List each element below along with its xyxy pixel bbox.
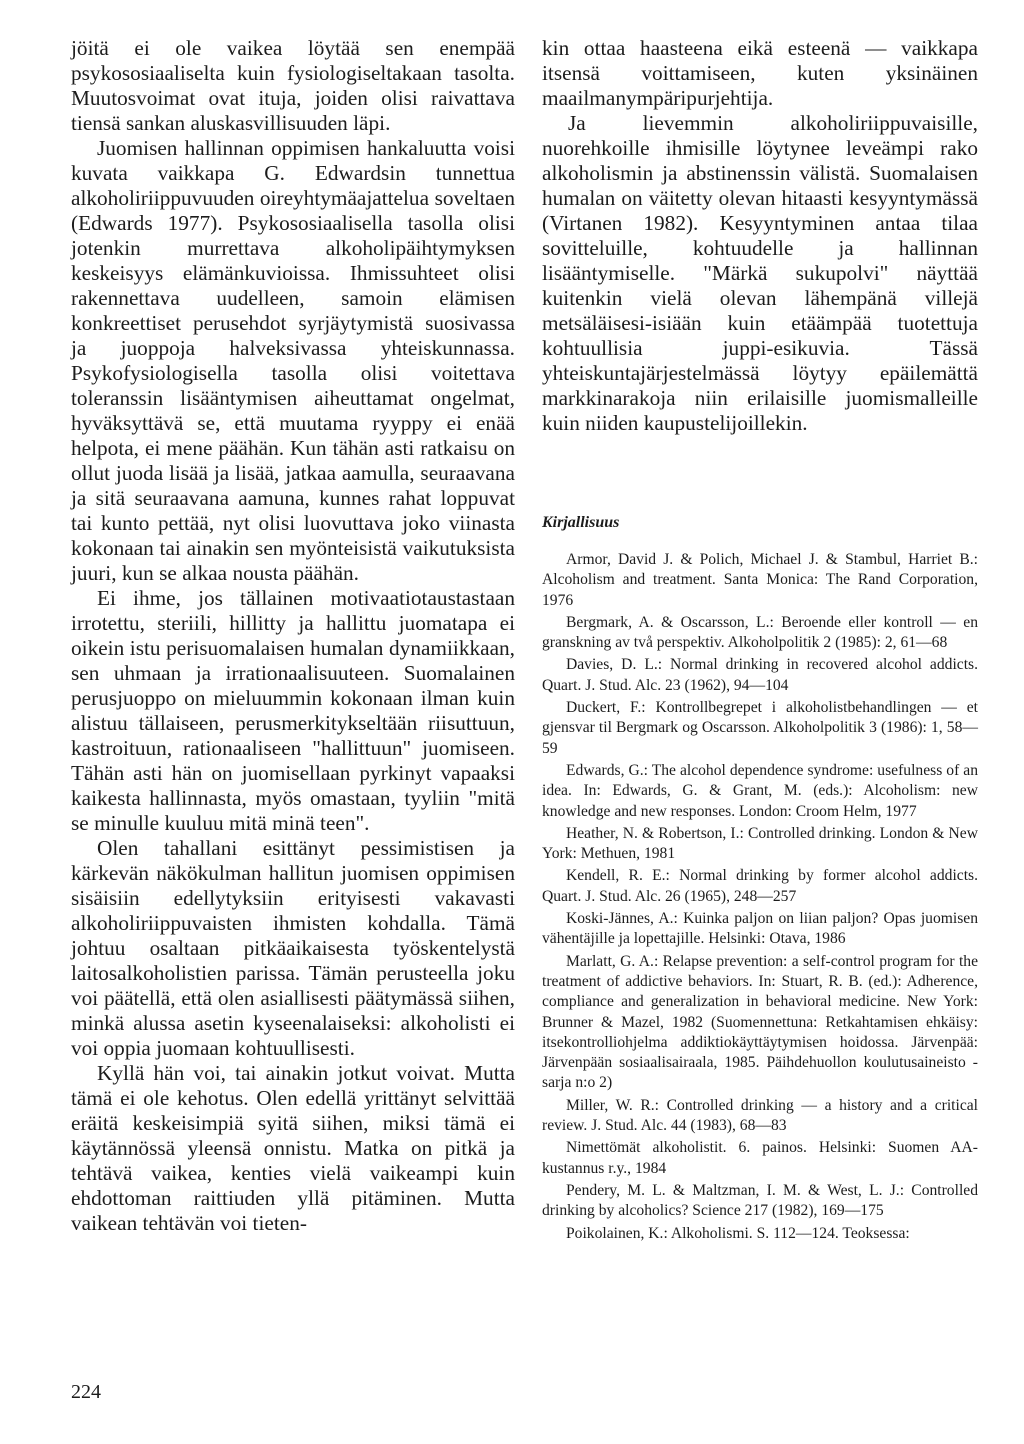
body-paragraph: Olen tahallani esittänyt pessimistisen ja kärkevän näkökulman hallitun juomisen oppimisen sisäisiin edellytyksiin erityisesti vakavasti alkoholiriippuvaisten ihmisten kohdalla. Tämä johtuu osaltaan pitkäaikaisesta työskentelystä laitosalkoholistien parissa. Tämän perusteella joku voi päätellä, että olen asiallisesti päätymässä siihen, minkä alussa asetin kyseenalaiseksi: alkoholisti ei voi oppia juomaan kohtuullisesti. xyxy=(71,836,515,1060)
reference-item: Nimettömät alkoholistit. 6. painos. Helsinki: Suomen AA-kustannus r.y., 1984 xyxy=(542,1139,978,1177)
body-paragraph: jöitä ei ole vaikea löytää sen enempää psykososiaaliselta kuin fysiologiseltakaan tasolta. Muutosvoimat ovat ituja, joiden olisi raivattava tiensä sankan aluskasvillisuuden läpi. xyxy=(71,36,515,135)
reference-item: Duckert, F.: Kontrollbegrepet i alkoholistbehandlingen — et gjensvar til Bergmark og Oscarsson. Alkoholpolitik 3 (1986): 1, 58—59 xyxy=(542,699,978,757)
reference-item: Davies, D. L.: Normal drinking in recovered alcohol addicts. Quart. J. Stud. Alc. 23 (1962), 94—104 xyxy=(542,656,978,694)
reference-item: Bergmark, A. & Oscarsson, L.: Beroende eller kontroll — en granskning av två perspektiv. Alkoholpolitik 2 (1985): 2, 61—68 xyxy=(542,613,978,652)
body-paragraph: Juomisen hallinnan oppimisen hankaluutta voisi kuvata vaikkapa G. Edwardsin tunnettua alkoholiriippuvuuden oireyhtymäajattelua soveltaen (Edwards 1977). Psykososiaalisella tasolla olisi jotenkin murrettava alkoholipäihtymyksen keskeisyys elämänkuvioissa. Ihmissuhteet olisi rakennettava uudelleen, samoin elämisen konkreettiset perusehdot syrjäytymistä suosivassa ja juoppoja halveksivassa yhteiskunnassa. Psykofysiologisella tasolla olisi voitettava toleranssin lisääntymisen aiheuttamat ongelmat, hyväksyttävä se, että muutama ryyppy ei enää helpota, ei mene päähän. Kun tähän asti ratkaisu on ollut juoda lisää ja lisää, jatkaa aamulla, seuraavana ja sitä seuraavana aamuna, kunnes rahat loppuvat tai kunto pettää, nyt olisi luovuttava joko viinasta kokonaan tai ainakin sen myönteisistä vaikutuksista juuri, kun se alkaa nousta päähän. xyxy=(71,136,515,585)
references-list xyxy=(542,550,978,1244)
reference-item: Poikolainen, K.: Alkoholismi. S. 112—124. Teoksessa: xyxy=(566,1224,910,1242)
page-number: 224 xyxy=(71,1381,101,1403)
body-paragraph: Kyllä hän voi, tai ainakin jotkut voivat. Mutta tämä ei ole kehotus. Olen edellä yrittänyt selvittää eräitä keskeisimpiä syitä siihen, miksi tämä ei käytännössä yleensä onnistu. Matka on pitkä ja tehtävä vaikea, kenties vielä vaikeampi kuin ehdottoman raittiuden yllä pitäminen. Mutta vaikean tehtävän voi tieten- xyxy=(71,1061,515,1235)
reference-item: Heather, N. & Robertson, I.: Controlled drinking. London & New York: Methuen, 1981 xyxy=(542,824,978,863)
reference-item: Miller, W. R.: Controlled drinking — a history and a critical review. J. Stud. Alc. 44 (1983), 68—83 xyxy=(542,1096,978,1135)
body-paragraph: Ei ihme, jos tällainen motivaatiotaustastaan irrotettu, steriili, hillitty ja hallittu juomatapa ei oikein istu perisuomalaisen humalan dynamiikkaan, sen uhmaan ja irrationaalisuuteen. Suomalainen perusjuoppo on mieluummin kokonaan ilman kuin alistuu tällaiseen, perusmerkitykseltään riisuttuun, kastroituun, rationaaliseen "hallittuun" juomiseen. Tähän asti hän on juomisellaan pyrkinyt vapaaksi kaikesta hallinnasta, myös omastaan, tyyliin "mitä se minulle kuuluu mitä minä teen". xyxy=(71,586,515,835)
body-paragraph: kin ottaa haasteena eikä esteenä — vaikkapa itsensä voittamiseen, kuten yksinäinen maailmanympäripurjehtija. xyxy=(542,36,978,110)
reference-item: Pendery, M. L. & Maltzman, I. M. & West, L. J.: Controlled drinking by alcoholics? Science 217 (1982), 169—175 xyxy=(542,1181,978,1220)
body-paragraph: Ja lievemmin alkoholiriippuvaisille, nuorehkoille ihmisille löytynee leveämpi rako alkoholismin ja abstinenssin välistä. Suomalaisen humalan on väitetty olevan hitaasti kesyyntymässä (Virtanen 1982). Kesyyntyminen antaa tilaa sovitteluille, kohtuudelle ja hallinnan lisääntymiselle. "Märkä sukupolvi" näyttää kuitenkin vielä olevan lähempänä villejä metsäläisesi-isiään kuin etäämpää tuotettuja kohtuullisia juppi-esikuvia. Tässä yhteiskuntajärjestelmässä löytyy epäilemättä markkinarakoja niin erilaisille juomismalleille kuin niiden kaupustelijoillekin. xyxy=(542,111,978,435)
reference-item: Marlatt, G. A.: Relapse prevention: a self-control program for the treatment of addictive behaviors. In: Stuart, R. B. (ed.): Adherence, compliance and generalization in behavioral medicine. New York: Brunner & Mazel, 1982 (Suomennettuna: Retkahtamisen ehkäisy: itsekontrolliohjelma addiktiokäyttäytymisen hoidossa. Järvenpää: Järvenpään sosiaalisairaala, 1985. Päihdehuollon koulutusaineisto -sarja n:o 2) xyxy=(542,952,978,1092)
right-column xyxy=(542,36,978,1246)
reference-item: Edwards, G.: The alcohol dependence syndrome: usefulness of an idea. In: Edwards, G. & Grant, M. (eds.): Alcoholism: new knowledge and new responses. London: Croom Helm, 1977 xyxy=(542,761,978,820)
reference-item: Koski-Jännes, A.: Kuinka paljon on liian paljon? Opas juomisen vähentäjille ja lopettajille. Helsinki: Otava, 1986 xyxy=(542,910,978,948)
left-column xyxy=(71,36,515,1236)
references-heading: Kirjallisuus xyxy=(542,514,620,531)
reference-item: Kendell, R. E.: Normal drinking by former alcohol addicts. Quart. J. Stud. Alc. 26 (1965), 248—257 xyxy=(542,867,978,905)
right-body xyxy=(542,36,978,436)
reference-item: Armor, David J. & Polich, Michael J. & Stambul, Harriet B.: Alcoholism and treatment. Santa Monica: The Rand Corporation, 1976 xyxy=(542,551,978,609)
